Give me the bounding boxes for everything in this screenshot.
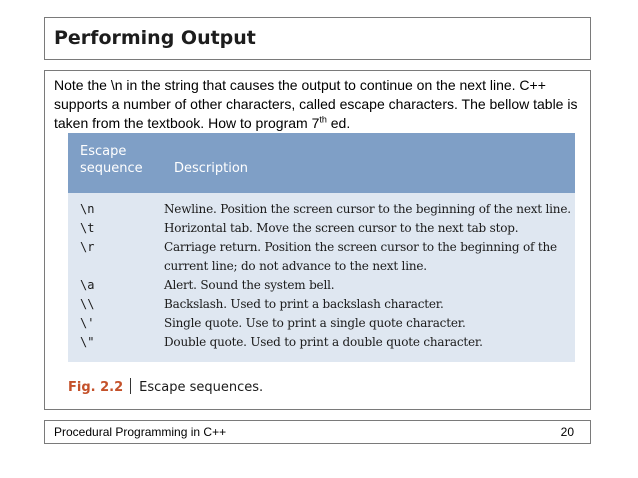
footer xyxy=(44,420,591,444)
caption-text: Escape sequences. xyxy=(139,380,264,395)
caption-label: Fig. 2.2 xyxy=(68,380,124,395)
row-description: Newline. Position the screen cursor to the beginning of the next line. xyxy=(164,202,571,216)
figure xyxy=(68,133,577,408)
row-description: Single quote. Use to print a single quote character. xyxy=(164,316,466,330)
row-description: Double quote. Used to print a double quote character. xyxy=(164,335,483,349)
page-number: 20 xyxy=(560,425,574,439)
slide-title: Performing Output xyxy=(54,27,256,49)
figure-caption xyxy=(68,378,263,395)
caption-divider xyxy=(130,378,131,394)
row-sequence: \' xyxy=(80,316,95,330)
header-description: Description xyxy=(174,161,249,176)
intro-text-end: ed. xyxy=(326,115,351,131)
row-sequence: \" xyxy=(80,335,95,349)
intro-text: Note the \n in the string that causes the output to continue on the next line. C++ supports a number of other characters, called escape characters. The bellow table is taken from the textbook. How to program 7 xyxy=(54,77,578,131)
row-sequence: \r xyxy=(80,240,95,254)
escape-sequence-table xyxy=(68,133,575,362)
row-description: Alert. Sound the system bell. xyxy=(164,278,335,292)
row-sequence: \\ xyxy=(80,297,95,311)
row-description: Backslash. Used to print a backslash character. xyxy=(164,297,444,311)
row-sequence: \n xyxy=(80,202,95,216)
title-box xyxy=(44,17,591,60)
row-description: Horizontal tab. Move the screen cursor to the next tab stop. xyxy=(164,221,519,235)
intro-superscript: th xyxy=(319,114,327,125)
row-sequence: \t xyxy=(80,221,95,235)
header-escape-sequence: Escape sequence xyxy=(80,144,143,176)
table-header xyxy=(68,133,575,193)
row-sequence: \a xyxy=(80,278,95,292)
footer-course-title: Procedural Programming in C++ xyxy=(54,425,227,439)
intro-paragraph xyxy=(54,76,582,133)
row-description: Carriage return. Position the screen cursor to the beginning of the current line; do not advance to the next line. xyxy=(164,240,557,273)
content-box xyxy=(44,70,591,410)
